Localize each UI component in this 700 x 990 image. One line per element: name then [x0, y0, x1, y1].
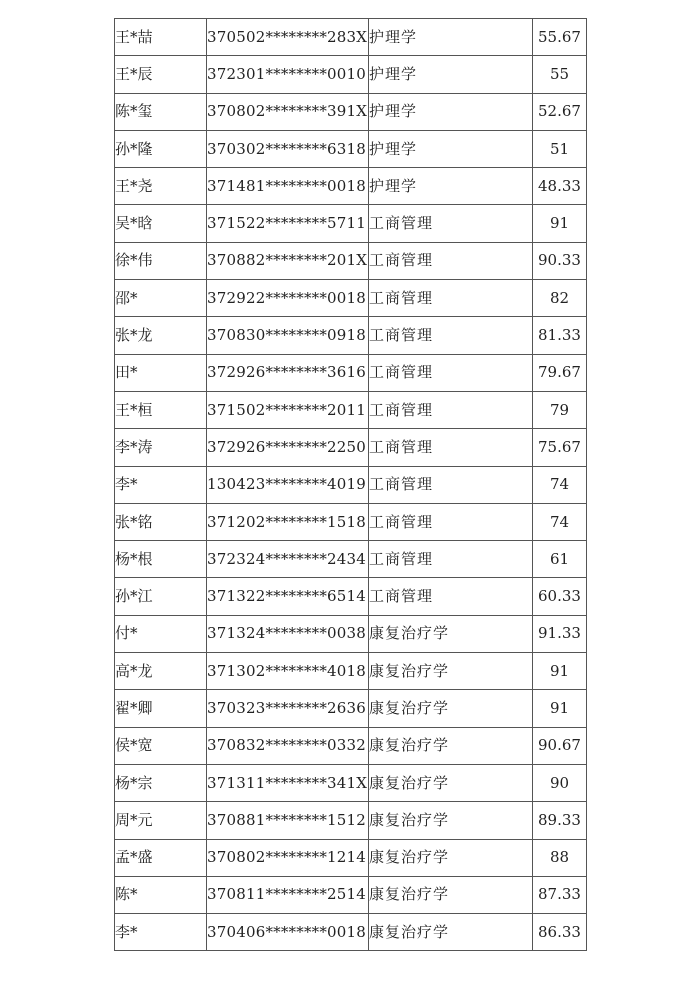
- name-cell: 翟*卿: [115, 690, 207, 727]
- major-cell: 康复治疗学: [369, 727, 533, 764]
- id-number-cell: 370302********6318: [207, 130, 369, 167]
- name-cell: 付*: [115, 615, 207, 652]
- name-cell: 杨*宗: [115, 764, 207, 801]
- table-row: [115, 354, 587, 391]
- score-cell: 91: [533, 653, 587, 690]
- table-row: [115, 876, 587, 913]
- major-cell: 护理学: [369, 56, 533, 93]
- table-body: [115, 19, 587, 951]
- score-cell: 86.33: [533, 914, 587, 951]
- id-number-cell: 370811********2514: [207, 876, 369, 913]
- id-number-cell: 370406********0018: [207, 914, 369, 951]
- major-cell: 护理学: [369, 93, 533, 130]
- major-cell: 工商管理: [369, 317, 533, 354]
- major-cell: 工商管理: [369, 280, 533, 317]
- score-cell: 79: [533, 391, 587, 428]
- table-row: [115, 914, 587, 951]
- id-number-cell: 370882********201X: [207, 242, 369, 279]
- score-cell: 61: [533, 541, 587, 578]
- name-cell: 孙*隆: [115, 130, 207, 167]
- major-cell: 康复治疗学: [369, 839, 533, 876]
- score-cell: 48.33: [533, 168, 587, 205]
- score-cell: 74: [533, 503, 587, 540]
- id-number-cell: 370832********0332: [207, 727, 369, 764]
- score-cell: 79.67: [533, 354, 587, 391]
- name-cell: 孙*江: [115, 578, 207, 615]
- table-row: [115, 280, 587, 317]
- name-cell: 吴*晗: [115, 205, 207, 242]
- major-cell: 工商管理: [369, 541, 533, 578]
- id-number-cell: 370830********0918: [207, 317, 369, 354]
- major-cell: 康复治疗学: [369, 690, 533, 727]
- id-number-cell: 371322********6514: [207, 578, 369, 615]
- name-cell: 张*铭: [115, 503, 207, 540]
- table-row: [115, 205, 587, 242]
- table-row: [115, 429, 587, 466]
- score-cell: 88: [533, 839, 587, 876]
- table-row: [115, 317, 587, 354]
- score-cell: 91.33: [533, 615, 587, 652]
- table-row: [115, 653, 587, 690]
- table-row: [115, 802, 587, 839]
- score-cell: 82: [533, 280, 587, 317]
- score-cell: 74: [533, 466, 587, 503]
- id-number-cell: 371311********341X: [207, 764, 369, 801]
- major-cell: 护理学: [369, 130, 533, 167]
- score-cell: 60.33: [533, 578, 587, 615]
- table-row: [115, 578, 587, 615]
- major-cell: 康复治疗学: [369, 653, 533, 690]
- score-cell: 75.67: [533, 429, 587, 466]
- score-cell: 91: [533, 690, 587, 727]
- major-cell: 工商管理: [369, 354, 533, 391]
- table-row: [115, 93, 587, 130]
- id-number-cell: 370323********2636: [207, 690, 369, 727]
- id-number-cell: 371324********0038: [207, 615, 369, 652]
- name-cell: 王*喆: [115, 19, 207, 56]
- id-number-cell: 371302********4018: [207, 653, 369, 690]
- major-cell: 工商管理: [369, 578, 533, 615]
- score-cell: 87.33: [533, 876, 587, 913]
- score-cell: 89.33: [533, 802, 587, 839]
- table-row: [115, 466, 587, 503]
- id-number-cell: 371502********2011: [207, 391, 369, 428]
- major-cell: 康复治疗学: [369, 876, 533, 913]
- table-row: [115, 839, 587, 876]
- name-cell: 邵*: [115, 280, 207, 317]
- score-cell: 90: [533, 764, 587, 801]
- table-row: [115, 56, 587, 93]
- major-cell: 护理学: [369, 19, 533, 56]
- id-number-cell: 372301********0010: [207, 56, 369, 93]
- name-cell: 王*桓: [115, 391, 207, 428]
- major-cell: 工商管理: [369, 503, 533, 540]
- score-cell: 81.33: [533, 317, 587, 354]
- score-cell: 55: [533, 56, 587, 93]
- table-row: [115, 242, 587, 279]
- name-cell: 李*: [115, 914, 207, 951]
- id-number-cell: 370881********1512: [207, 802, 369, 839]
- name-cell: 王*尧: [115, 168, 207, 205]
- table-row: [115, 503, 587, 540]
- table-row: [115, 727, 587, 764]
- name-cell: 徐*伟: [115, 242, 207, 279]
- name-cell: 高*龙: [115, 653, 207, 690]
- major-cell: 护理学: [369, 168, 533, 205]
- major-cell: 康复治疗学: [369, 764, 533, 801]
- name-cell: 孟*盛: [115, 839, 207, 876]
- table-row: [115, 690, 587, 727]
- id-number-cell: 371481********0018: [207, 168, 369, 205]
- id-number-cell: 370802********1214: [207, 839, 369, 876]
- name-cell: 陈*玺: [115, 93, 207, 130]
- table-row: [115, 130, 587, 167]
- id-number-cell: 370802********391X: [207, 93, 369, 130]
- major-cell: 康复治疗学: [369, 615, 533, 652]
- id-number-cell: 372324********2434: [207, 541, 369, 578]
- table-row: [115, 168, 587, 205]
- id-number-cell: 372926********3616: [207, 354, 369, 391]
- major-cell: 工商管理: [369, 205, 533, 242]
- table-row: [115, 19, 587, 56]
- name-cell: 李*涛: [115, 429, 207, 466]
- table-row: [115, 541, 587, 578]
- major-cell: 工商管理: [369, 429, 533, 466]
- score-cell: 91: [533, 205, 587, 242]
- id-number-cell: 371522********5711: [207, 205, 369, 242]
- major-cell: 康复治疗学: [369, 914, 533, 951]
- score-cell: 51: [533, 130, 587, 167]
- major-cell: 康复治疗学: [369, 802, 533, 839]
- name-cell: 张*龙: [115, 317, 207, 354]
- major-cell: 工商管理: [369, 242, 533, 279]
- score-cell: 90.33: [533, 242, 587, 279]
- major-cell: 工商管理: [369, 466, 533, 503]
- score-table: [114, 18, 587, 951]
- table-row: [115, 615, 587, 652]
- id-number-cell: 371202********1518: [207, 503, 369, 540]
- id-number-cell: 370502********283X: [207, 19, 369, 56]
- name-cell: 陈*: [115, 876, 207, 913]
- name-cell: 王*辰: [115, 56, 207, 93]
- id-number-cell: 372926********2250: [207, 429, 369, 466]
- table-row: [115, 391, 587, 428]
- name-cell: 杨*根: [115, 541, 207, 578]
- score-cell: 55.67: [533, 19, 587, 56]
- major-cell: 工商管理: [369, 391, 533, 428]
- name-cell: 李*: [115, 466, 207, 503]
- name-cell: 侯*宽: [115, 727, 207, 764]
- name-cell: 田*: [115, 354, 207, 391]
- score-cell: 52.67: [533, 93, 587, 130]
- name-cell: 周*元: [115, 802, 207, 839]
- score-table-container: [114, 18, 586, 951]
- score-cell: 90.67: [533, 727, 587, 764]
- id-number-cell: 372922********0018: [207, 280, 369, 317]
- id-number-cell: 130423********4019: [207, 466, 369, 503]
- table-row: [115, 764, 587, 801]
